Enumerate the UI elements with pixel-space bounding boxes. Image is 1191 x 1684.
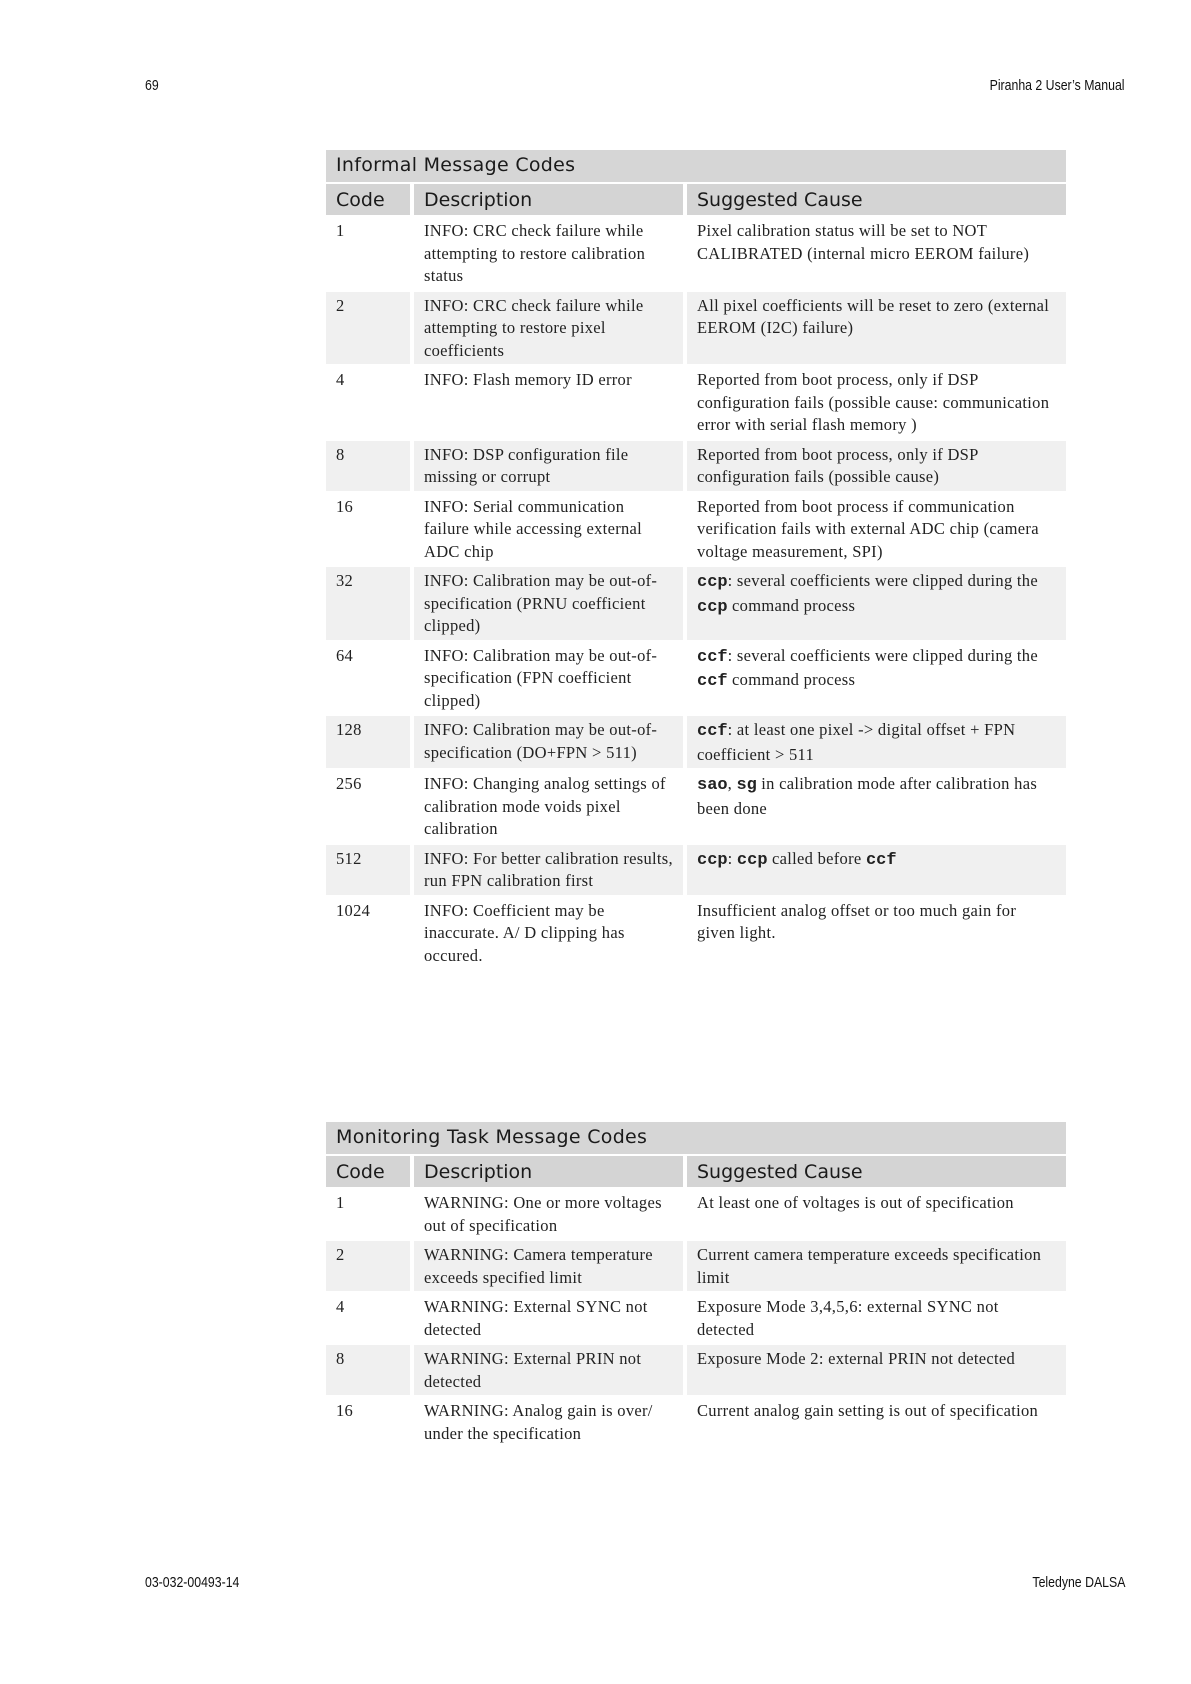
cell-code: 8	[326, 441, 410, 491]
table-row	[326, 292, 1066, 365]
cause-text: Reported from boot process, only if DSP configuration fails (possible cause)	[697, 444, 979, 486]
table-row	[326, 366, 1066, 439]
table-title: Monitoring Task Message Codes	[326, 1122, 1066, 1154]
command-name: sg	[736, 776, 757, 795]
command-name: sao	[697, 776, 728, 795]
cause-text: Reported from boot process if communication verification fails with external ADC chip (camera voltage measurement, SPI)	[697, 496, 1039, 561]
command-name: ccp	[697, 573, 728, 592]
table-row	[326, 567, 1066, 640]
column-header-code: Code	[326, 184, 410, 215]
table-row	[326, 770, 1066, 843]
table-row	[326, 1241, 1066, 1291]
page-number: 69	[145, 77, 159, 94]
table-row	[326, 493, 1066, 566]
cell-code: 64	[336, 645, 354, 665]
cause-text: command process	[727, 670, 856, 689]
cause-text: in calibration mode after calibration has been done	[697, 774, 1038, 818]
cell-description: INFO: CRC check failure while attempting to restore calibration status	[424, 221, 646, 285]
cause-text: Reported from boot process, only if DSP configuration fails (possible cause: communication error with serial flash memory )	[697, 370, 1050, 434]
cell-code: 1	[336, 221, 345, 240]
cell-code: 1	[336, 1193, 345, 1212]
cell-code: 128	[326, 716, 410, 768]
cell-description: WARNING: Analog gain is over/ under the specification	[424, 1401, 653, 1443]
command-name: ccf	[697, 672, 728, 691]
cell-suggested-cause	[687, 716, 1066, 768]
document-code: 03-032-00493-14	[145, 1574, 240, 1591]
cell-suggested-cause	[687, 897, 1066, 970]
column-header-code: Code	[326, 1156, 410, 1187]
cell-code: 4	[336, 1297, 345, 1316]
command-name: ccp	[697, 597, 728, 617]
table-row	[326, 1345, 1066, 1395]
table-row	[326, 716, 1066, 768]
cell-description: INFO: Calibration may be out-of-specification (FPN coefficient clipped)	[424, 645, 658, 710]
cell-description: WARNING: One or more voltages out of specification	[424, 1193, 662, 1235]
monitoring-task-message-codes-table	[322, 1120, 1070, 1449]
table-row	[326, 1293, 1066, 1343]
cell-description: WARNING: Camera temperature exceeds specified limit	[414, 1241, 683, 1291]
table-row	[326, 897, 1066, 970]
cell-suggested-cause	[687, 567, 1066, 640]
cell-suggested-cause	[687, 642, 1066, 715]
cell-suggested-cause	[687, 1293, 1066, 1343]
cause-text: Current analog gain setting is out of specification	[697, 1401, 1039, 1420]
table-row	[326, 845, 1066, 895]
cause-text: Insufficient analog offset or too much gain for given light.	[697, 900, 1017, 942]
cell-description: INFO: For better calibration results, run FPN calibration first	[414, 845, 683, 895]
cell-suggested-cause	[687, 1397, 1066, 1447]
cell-code: 16	[336, 1401, 354, 1420]
cause-text: command process	[727, 595, 856, 615]
table-row	[326, 1189, 1066, 1239]
cell-description: WARNING: External PRIN not detected	[414, 1345, 683, 1395]
column-header-suggested-cause: Suggested Cause	[687, 1156, 1066, 1187]
cause-text: Exposure Mode 3,4,5,6: external SYNC not detected	[697, 1297, 999, 1339]
table-row	[326, 1397, 1066, 1447]
cell-code: 2	[326, 1241, 410, 1291]
cell-suggested-cause	[687, 1189, 1066, 1239]
cell-suggested-cause	[687, 366, 1066, 439]
cause-text: All pixel coefficients will be reset to zero (external EEROM (I2C) failure)	[697, 295, 1050, 337]
cell-code: 16	[336, 496, 354, 516]
cell-suggested-cause	[687, 770, 1066, 843]
cause-text: Pixel calibration status will be set to NOT CALIBRATED (internal micro EEROM failure)	[697, 221, 1030, 263]
cell-code: 4	[336, 370, 345, 389]
cell-code: 1024	[336, 900, 371, 920]
command-name: ccf	[697, 722, 728, 741]
cell-description: WARNING: External SYNC not detected	[424, 1297, 648, 1339]
table-row	[326, 217, 1066, 290]
command-name: ccf	[865, 850, 897, 870]
cell-description: INFO: Coefficient may be inaccurate. A/ D clipping has occured.	[424, 900, 625, 965]
cause-text: : several coefficients were clipped during the	[727, 571, 1038, 590]
cause-text: At least one of voltages is out of specification	[697, 1193, 1014, 1212]
cell-suggested-cause	[687, 1345, 1066, 1395]
table-title: Informal Message Codes	[326, 150, 1066, 182]
column-header-description: Description	[414, 1156, 683, 1187]
column-header-description: Description	[414, 184, 683, 215]
cell-description: INFO: Flash memory ID error	[424, 370, 632, 389]
cause-text: ,	[727, 774, 737, 793]
informal-message-codes-table	[322, 148, 1070, 971]
column-header-suggested-cause: Suggested Cause	[687, 184, 1066, 215]
cell-code: 2	[326, 292, 410, 365]
command-name: ccf	[697, 647, 728, 667]
table-row	[326, 441, 1066, 491]
cell-code: 256	[336, 774, 362, 793]
cell-description: INFO: Calibration may be out-of-specification (DO+FPN > 511)	[414, 716, 683, 768]
cell-suggested-cause	[687, 493, 1066, 566]
cell-description: INFO: Calibration may be out-of-specification (PRNU coefficient clipped)	[414, 567, 683, 640]
cause-text: : several coefficients were clipped during the	[727, 645, 1038, 665]
manual-title: Piranha 2 User’s Manual	[990, 77, 1125, 94]
cell-description: INFO: CRC check failure while attempting to restore pixel coefficients	[414, 292, 683, 365]
cell-suggested-cause	[687, 1241, 1066, 1291]
cause-text: :	[727, 848, 737, 868]
cell-suggested-cause	[687, 292, 1066, 365]
command-name: ccp	[697, 850, 728, 870]
cell-suggested-cause	[687, 217, 1066, 290]
cause-text: called before	[767, 848, 866, 868]
cell-code: 8	[326, 1345, 410, 1395]
cause-text: : at least one pixel -> digital offset + FPN coefficient > 511	[697, 720, 1016, 764]
cell-code: 32	[326, 567, 410, 640]
cell-suggested-cause	[687, 441, 1066, 491]
command-name: ccp	[736, 850, 768, 870]
cause-text: Current camera temperature exceeds specification limit	[697, 1245, 1042, 1287]
table-row	[326, 642, 1066, 715]
cell-description: INFO: Serial communication failure while accessing external ADC chip	[424, 496, 643, 561]
cell-suggested-cause	[687, 845, 1066, 895]
cell-description: INFO: DSP configuration file missing or corrupt	[414, 441, 683, 491]
cause-text: Exposure Mode 2: external PRIN not detected	[697, 1349, 1016, 1368]
cell-description: INFO: Changing analog settings of calibration mode voids pixel calibration	[424, 774, 666, 838]
company-name: Teledyne DALSA	[1032, 1574, 1125, 1591]
cell-code: 512	[326, 845, 410, 895]
